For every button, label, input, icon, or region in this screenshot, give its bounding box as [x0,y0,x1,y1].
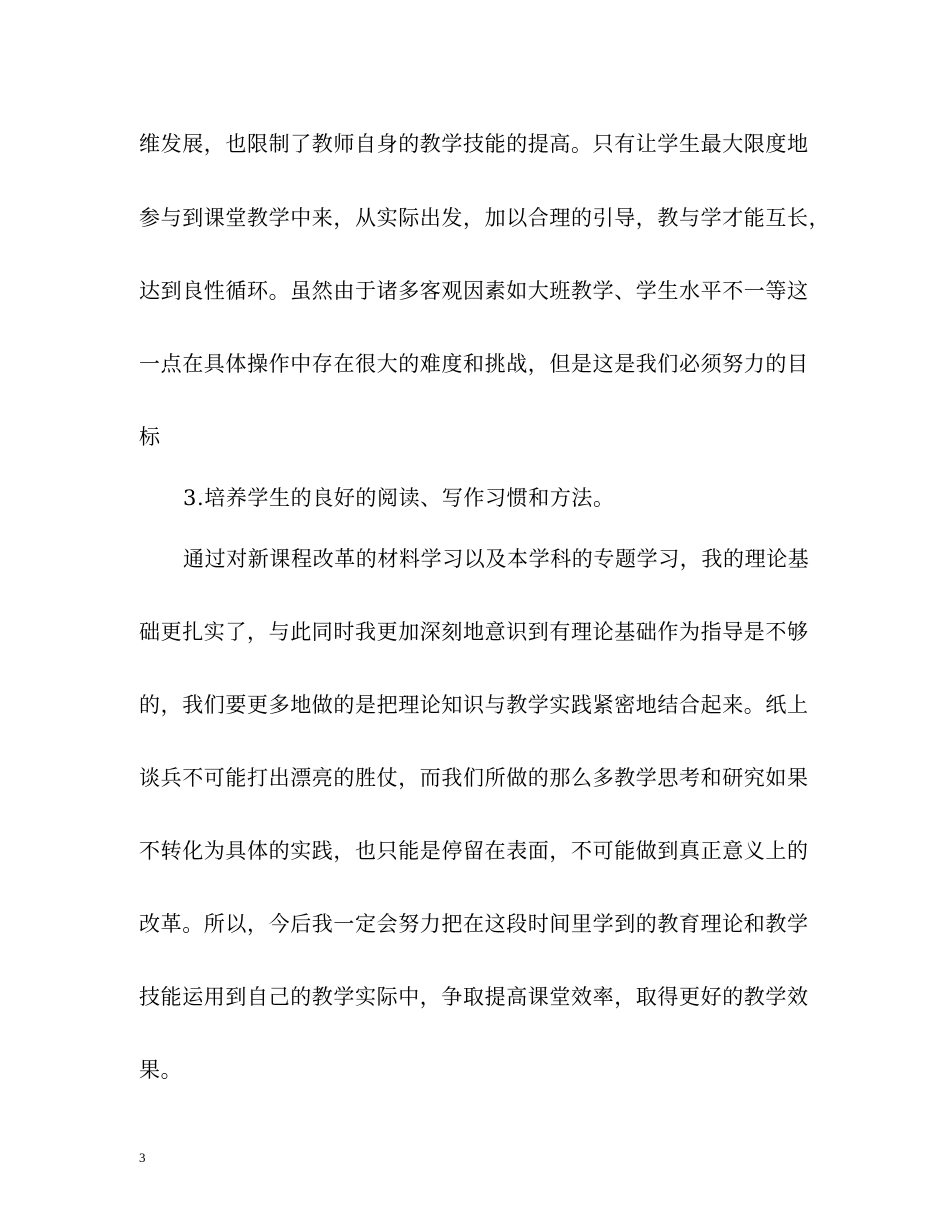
body-text-line: 技能运用到自己的教学实际中，争取提高课堂效率，取得更好的教学效 [139,985,809,1009]
body-text-line: 的，我们要更多地做的是把理论知识与教学实践紧密地结合起来。纸上 [139,693,809,717]
page-number: 3 [139,1150,146,1165]
body-text-line: 果。 [139,1058,183,1082]
body-text-line: 不转化为具体的实践，也只能是停留在表面，不可能做到真正意义上的 [139,839,809,863]
body-text-line: 达到良性循环。虽然由于诸多客观因素如大班教学、学生水平不一等这 [139,279,809,303]
body-text-line: 参与到课堂教学中来，从实际出发，加以合理的引导，教与学才能互长， [139,206,831,230]
section-heading: 3.培养学生的良好的阅读、写作习惯和方法。 [183,486,615,510]
body-text-line: 一点在具体操作中存在很大的难度和挑战，但是这是我们必须努力的目 [139,352,809,376]
body-text-line: 谈兵不可能打出漂亮的胜仗，而我们所做的那么多教学思考和研究如果 [139,766,809,790]
body-text-line: 改革。所以，今后我一定会努力把在这段时间里学到的教育理论和教学 [139,912,809,936]
body-text-line: 通过对新课程改革的材料学习以及本学科的专题学习，我的理论基 [183,547,810,571]
body-text-line: 标 [139,425,161,449]
body-text-line: 础更扎实了，与此同时我更加深刻地意识到有理论基础作为指导是不够 [139,620,809,644]
body-text-line: 维发展，也限制了教师自身的教学技能的提高。只有让学生最大限度地 [139,132,809,156]
